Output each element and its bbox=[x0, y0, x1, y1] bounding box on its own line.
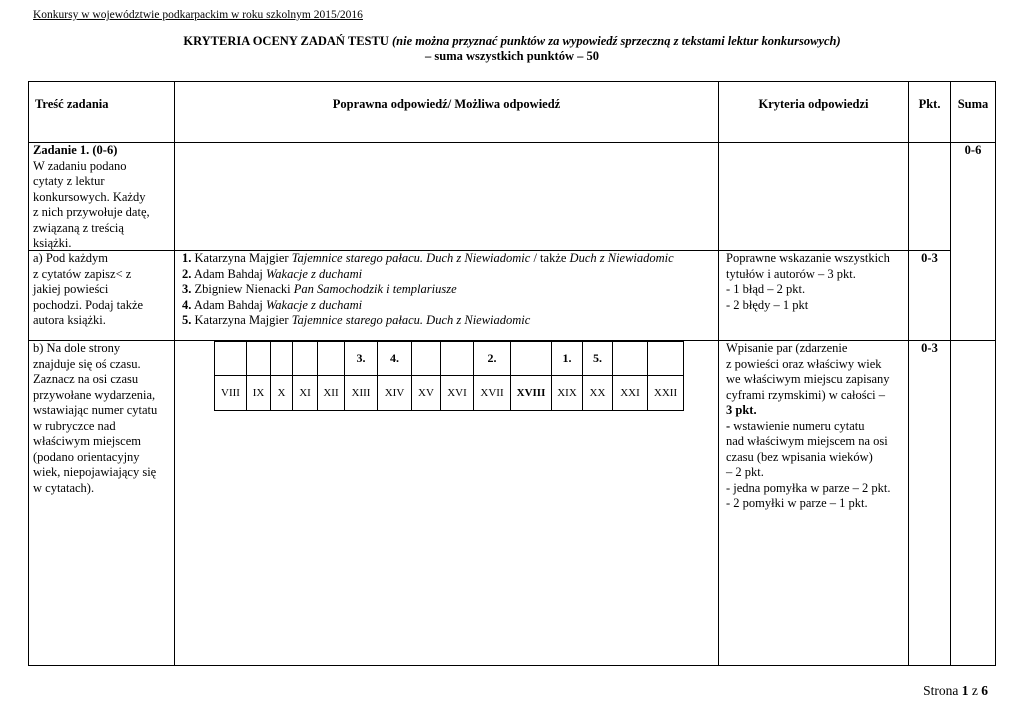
task1a-answers bbox=[182, 251, 717, 329]
table-border-top bbox=[28, 81, 996, 82]
task1b-criteria bbox=[726, 341, 908, 512]
task1-description bbox=[33, 143, 173, 252]
timeline-slot bbox=[613, 342, 648, 376]
answer-author: Adam Bahdaj bbox=[193, 266, 267, 281]
task1b-description bbox=[33, 341, 173, 496]
timeline-slot: 5. bbox=[583, 342, 613, 376]
task1-line: z nich przywołuje datę, bbox=[33, 205, 150, 219]
table-divider-answer bbox=[718, 81, 719, 665]
criteria-line: - 2 błędy – 1 pkt bbox=[726, 297, 809, 312]
page-number bbox=[923, 683, 988, 699]
timeline-slot bbox=[511, 342, 552, 376]
header-criteria: Kryteria odpowiedzi bbox=[758, 97, 869, 111]
answer-item bbox=[182, 282, 717, 298]
task1-line: W zadaniu podano bbox=[33, 158, 127, 173]
timeline-slot: 3. bbox=[345, 342, 378, 376]
timeline-century: XII bbox=[318, 376, 345, 411]
answer-extra: / także bbox=[530, 251, 570, 265]
table-divider-criteria bbox=[908, 81, 909, 665]
page-of: z bbox=[968, 683, 982, 698]
answer-number: 5. bbox=[182, 313, 192, 327]
task1-heading: Zadanie 1. (0-6) bbox=[33, 143, 118, 157]
timeline-slot bbox=[215, 342, 247, 376]
task1b-line: właściwym miejscem bbox=[33, 434, 141, 448]
answer-title: Wakacje z duchami bbox=[266, 297, 363, 312]
timeline-century: XIV bbox=[378, 376, 412, 411]
timeline-centuries-row bbox=[215, 376, 684, 411]
timeline-slot bbox=[412, 342, 441, 376]
criteria-line: nad właściwym miejscem na osi bbox=[726, 434, 888, 448]
criteria-line-bold: 3 pkt. bbox=[726, 403, 757, 417]
criteria-line: - 2 pomyłki w parze – 1 pkt. bbox=[726, 496, 868, 510]
criteria-line: Wpisanie par (zdarzenie bbox=[726, 341, 848, 355]
criteria-text: wstawienie numeru cytatu bbox=[730, 418, 865, 433]
timeline-century: XV bbox=[412, 376, 441, 411]
competition-header: Konkursy w województwie podkarpackim w roku szkolnym 2015/2016 bbox=[33, 9, 363, 21]
title-note: (nie można przyznać punktów za wypowiedź sprzeczną z tekstami lektur konkursowych) bbox=[391, 34, 841, 48]
timeline-slot bbox=[648, 342, 684, 376]
task1a-line: a) Pod każdym bbox=[33, 251, 108, 265]
task1b-line: w cytatach). bbox=[33, 480, 95, 495]
task1b-line: znajduje się oś czasu. bbox=[33, 356, 141, 371]
page-label: Strona bbox=[923, 683, 962, 698]
timeline-slot bbox=[293, 342, 318, 376]
task1-line: cytaty z lektur bbox=[33, 174, 105, 188]
task1-line: związaną z treścią bbox=[33, 220, 124, 235]
timeline-century: XIX bbox=[552, 376, 583, 411]
criteria-line: – 2 pkt. bbox=[726, 465, 764, 479]
task1-line: konkursowych. Każdy bbox=[33, 189, 146, 204]
task1b-line: (podano orientacyjny bbox=[33, 449, 140, 464]
answer-number: 4. bbox=[182, 297, 192, 312]
page-total: 6 bbox=[981, 683, 988, 698]
timeline-century: IX bbox=[247, 376, 271, 411]
task1a-line: autora książki. bbox=[33, 313, 106, 327]
table-header-bottom bbox=[28, 142, 996, 143]
criteria-line: - 1 błąd – 2 pkt. bbox=[726, 282, 806, 296]
criteria-dash: - bbox=[726, 418, 731, 433]
table-border-bottom bbox=[28, 665, 996, 666]
header-task: Treść zadania bbox=[35, 97, 109, 111]
timeline-slot bbox=[318, 342, 345, 376]
page-current: 1 bbox=[961, 683, 969, 698]
criteria-line: czasu (bez wpisania wieków) bbox=[726, 449, 873, 464]
answer-item bbox=[182, 267, 717, 283]
answer-title: Tajemnice starego pałacu. Duch z Niewiadomic bbox=[291, 251, 531, 265]
answer-title: Tajemnice starego pałacu. Duch z Niewiadomic bbox=[291, 313, 531, 327]
task1a-description bbox=[33, 251, 173, 329]
timeline-slot bbox=[247, 342, 271, 376]
timeline-century: X bbox=[271, 376, 293, 411]
criteria-line: cyframi rzymskimi) w całości – bbox=[726, 387, 885, 402]
timeline-slot bbox=[441, 342, 474, 376]
table-border-right bbox=[995, 81, 996, 665]
timeline-century: XVI bbox=[441, 376, 474, 411]
task1b-line: przywołane wydarzenia, bbox=[33, 387, 156, 402]
task1b-line: Zaznacz na osi czasu bbox=[33, 372, 139, 386]
timeline-century: XXII bbox=[648, 376, 684, 411]
answer-author: Adam Bahdaj bbox=[193, 297, 267, 312]
task1a-line: z cytatów zapisz< z bbox=[33, 266, 132, 281]
task1b-line: w rubryczce nad bbox=[33, 418, 116, 433]
timeline-century: XIII bbox=[345, 376, 378, 411]
task1-line: książki. bbox=[33, 236, 72, 250]
answer-extra-title: Duch z Niewiadomic bbox=[569, 251, 674, 265]
timeline-slot bbox=[271, 342, 293, 376]
answer-number: 2. bbox=[182, 266, 192, 281]
answer-author: Zbigniew Nienacki bbox=[194, 282, 294, 296]
answer-author: Katarzyna Majgier bbox=[194, 251, 292, 265]
timeline-slot: 4. bbox=[378, 342, 412, 376]
table-border-left bbox=[28, 81, 29, 665]
task1a-line: pochodzi. Podaj także bbox=[33, 297, 144, 312]
answer-number: 1. bbox=[182, 251, 192, 265]
timeline-slot: 2. bbox=[474, 342, 511, 376]
timeline bbox=[214, 341, 684, 411]
criteria-line: tytułów i autorów – 3 pkt. bbox=[726, 266, 856, 281]
criteria-line: z powieści oraz właściwy wiek bbox=[726, 356, 882, 371]
timeline-century: XXI bbox=[613, 376, 648, 411]
task1b-line: b) Na dole strony bbox=[33, 341, 121, 355]
answer-item bbox=[182, 251, 717, 267]
criteria-line: we właściwym miejscu zapisany bbox=[726, 372, 890, 386]
criteria-line bbox=[726, 419, 908, 435]
timeline-century: XI bbox=[293, 376, 318, 411]
answer-item bbox=[182, 298, 717, 314]
timeline-slot: 1. bbox=[552, 342, 583, 376]
criteria-line: Poprawne wskazanie wszystkich bbox=[726, 251, 890, 265]
task1a-criteria bbox=[726, 251, 908, 313]
task1b-points: 0-3 bbox=[921, 341, 938, 355]
timeline-century: VIII bbox=[215, 376, 247, 411]
header-answer: Poprawna odpowiedź/ Możliwa odpowiedź bbox=[332, 97, 561, 111]
timeline-century: XVII bbox=[474, 376, 511, 411]
task1b-line: wiek, niepojawiający się bbox=[33, 465, 157, 479]
task1b-line: wstawiając numer cytatu bbox=[33, 403, 158, 417]
timeline-century: XX bbox=[583, 376, 613, 411]
answer-title: Wakacje z duchami bbox=[266, 266, 363, 281]
table-divider-task bbox=[174, 81, 175, 665]
answer-item bbox=[182, 313, 717, 329]
timeline-century: XVIII bbox=[511, 376, 552, 411]
answer-title: Pan Samochodzik i templariusze bbox=[293, 282, 457, 296]
answer-author: Katarzyna Majgier bbox=[194, 313, 292, 327]
total-points-line: – suma wszystkich punktów – 50 bbox=[425, 49, 599, 63]
task1a-line: jakiej powieści bbox=[33, 282, 109, 296]
header-sum: Suma bbox=[957, 97, 989, 111]
answer-number: 3. bbox=[182, 282, 192, 296]
header-points: Pkt. bbox=[918, 97, 941, 111]
page-title: KRYTERIA OCENY ZADAŃ TESTU bbox=[183, 34, 389, 48]
task1a-points: 0-3 bbox=[921, 251, 938, 265]
criteria-line: - jedna pomyłka w parze – 2 pkt. bbox=[726, 480, 891, 495]
table-divider-points bbox=[950, 81, 951, 665]
task1-sum: 0-6 bbox=[964, 143, 982, 157]
timeline-numbers-row bbox=[215, 342, 684, 376]
